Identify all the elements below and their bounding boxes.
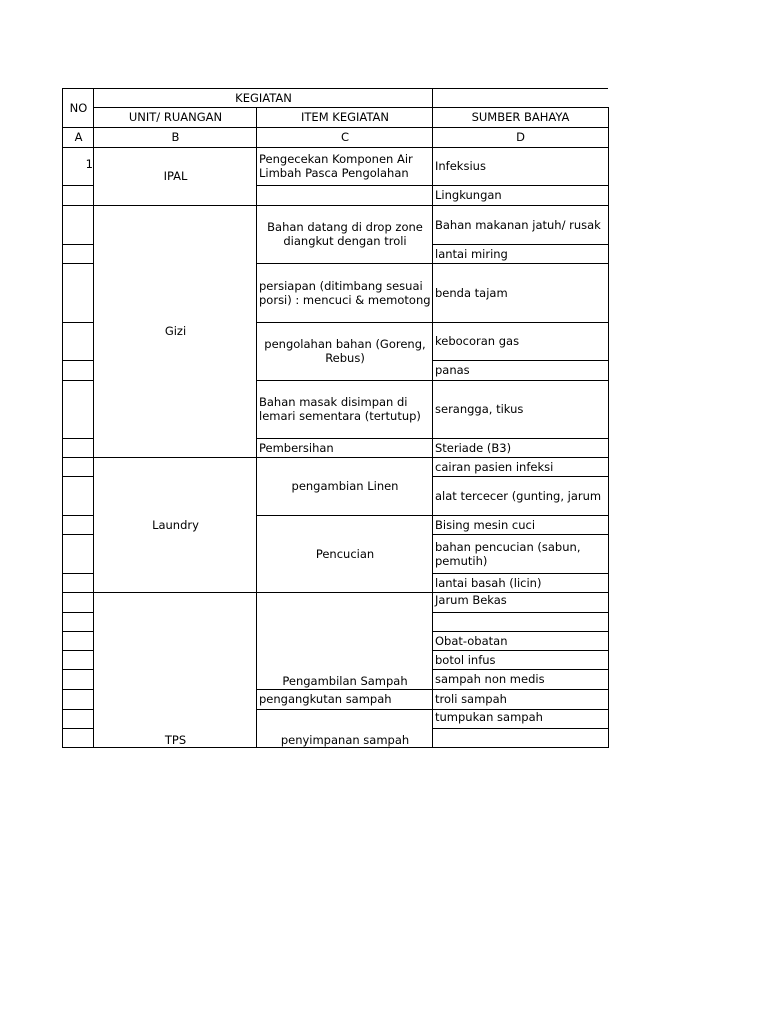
grid-line <box>256 438 609 439</box>
hazard-cell: kebocoran gas <box>435 334 520 348</box>
grid-line <box>432 612 609 613</box>
hazard-cell <box>433 612 608 631</box>
grid-line <box>256 107 257 748</box>
grid-line <box>608 107 609 748</box>
grid-line <box>62 592 609 593</box>
hazard-cell: tumpukan sampah <box>435 710 543 724</box>
grid-line <box>62 534 94 535</box>
grid-line <box>62 728 94 729</box>
grid-line <box>93 88 94 748</box>
header-item: ITEM KEGIATAN <box>301 110 389 124</box>
unit-gizi: Gizi <box>164 324 187 338</box>
grid-line <box>62 631 94 632</box>
hazard-cell: Obat-obatan <box>435 633 508 648</box>
hazard-cell: alat tercecer (gunting, jarum <box>435 488 602 503</box>
grid-line <box>432 631 609 632</box>
hazard-cell: Lingkungan <box>435 188 502 202</box>
header-unit: UNIT/ RUANGAN <box>128 110 223 124</box>
grid-line <box>62 360 94 361</box>
grid-line <box>62 147 609 148</box>
unit-ipal: IPAL <box>163 169 188 183</box>
grid-line <box>432 476 609 477</box>
col-label-d: D <box>516 130 525 144</box>
hazard-cell: bahan pencucian (sabun, pemutih) <box>435 539 581 568</box>
grid-line <box>62 709 94 710</box>
hazard-cell: cairan pasien infeksi <box>435 459 554 474</box>
hazard-cell: Bahan makanan jatuh/ rusak <box>435 217 601 232</box>
hazard-cell: Bising mesin cuci <box>435 517 536 532</box>
item-gizi-4: Bahan masak disimpan di lemari sementara (tertutup) <box>259 395 421 423</box>
grid-line <box>62 244 94 245</box>
item-ipal: Pengecekan Komponen Air Limbah Pasca Pengolahan <box>259 152 413 180</box>
grid-line <box>432 573 609 574</box>
grid-line <box>62 747 609 748</box>
hazard-cell: Jarum Bekas <box>435 593 507 607</box>
item-gizi-5: Pembersihan <box>259 440 334 455</box>
grid-line <box>62 438 94 439</box>
grid-line <box>432 650 609 651</box>
grid-line <box>62 650 94 651</box>
hazard-cell: botol infus <box>435 652 496 667</box>
unit-laundry: Laundry <box>152 517 199 532</box>
grid-line <box>432 360 609 361</box>
col-label-b: B <box>171 130 180 144</box>
grid-line <box>62 205 609 206</box>
hazard-cell: benda tajam <box>435 285 508 300</box>
col-label-a: A <box>74 130 83 144</box>
grid-line <box>432 669 609 670</box>
grid-line <box>62 612 94 613</box>
grid-line <box>62 263 94 264</box>
hazard-cell <box>433 728 608 748</box>
grid-line <box>256 709 609 710</box>
grid-line <box>62 380 94 381</box>
grid-line <box>62 515 94 516</box>
grid-line <box>62 476 94 477</box>
header-no: NO <box>69 101 88 115</box>
item-tps-2: pengangkutan sampah <box>259 692 392 706</box>
hazard-cell: Infeksius <box>435 159 486 173</box>
grid-line <box>62 457 609 458</box>
grid-line <box>62 88 608 89</box>
grid-line <box>62 669 94 670</box>
grid-line <box>432 88 433 748</box>
item-laundry-1: pengambian Linen <box>291 479 399 493</box>
grid-line <box>256 185 609 186</box>
grid-line <box>256 380 609 381</box>
hazard-cell: serangga, tikus <box>435 402 524 416</box>
grid-line <box>256 689 609 690</box>
grid-line <box>432 534 609 535</box>
grid-line <box>432 728 609 729</box>
item-laundry-2: Pencucian <box>315 546 375 561</box>
grid-line <box>62 88 63 748</box>
grid-line <box>62 322 94 323</box>
hazard-cell: Steriade (B3) <box>435 440 512 455</box>
item-gizi-2: persiapan (ditimbang sesuai porsi) : mencuci & memotong <box>259 278 431 307</box>
header-sumber: SUMBER BAHAYA <box>471 110 570 124</box>
hazard-cell: panas <box>435 363 470 377</box>
grid-line <box>62 185 94 186</box>
col-label-c: C <box>340 130 350 144</box>
item-gizi-3: pengolahan bahan (Goreng, Rebus) <box>264 337 426 365</box>
grid-line <box>432 244 609 245</box>
grid-line <box>93 107 609 108</box>
grid-line <box>256 322 609 323</box>
grid-line <box>62 127 609 128</box>
grid-line <box>62 689 94 690</box>
hazard-cell: lantai basah (licin) <box>435 575 542 590</box>
hazard-cell: lantai miring <box>435 246 508 261</box>
item-gizi-1: Bahan datang di drop zone diangkut dengan troli <box>267 220 423 248</box>
item-tps-1: Pengambilan Sampah <box>282 674 408 688</box>
hazard-cell: troli sampah <box>435 692 507 706</box>
row-number: 1 <box>85 157 93 171</box>
grid-line <box>256 515 609 516</box>
hazard-cell: sampah non medis <box>435 672 545 686</box>
grid-line <box>62 573 94 574</box>
item-tps-3: penyimpanan sampah <box>280 733 410 747</box>
unit-tps: TPS <box>164 733 187 747</box>
grid-line <box>256 263 609 264</box>
header-kegiatan: KEGIATAN <box>235 91 292 105</box>
